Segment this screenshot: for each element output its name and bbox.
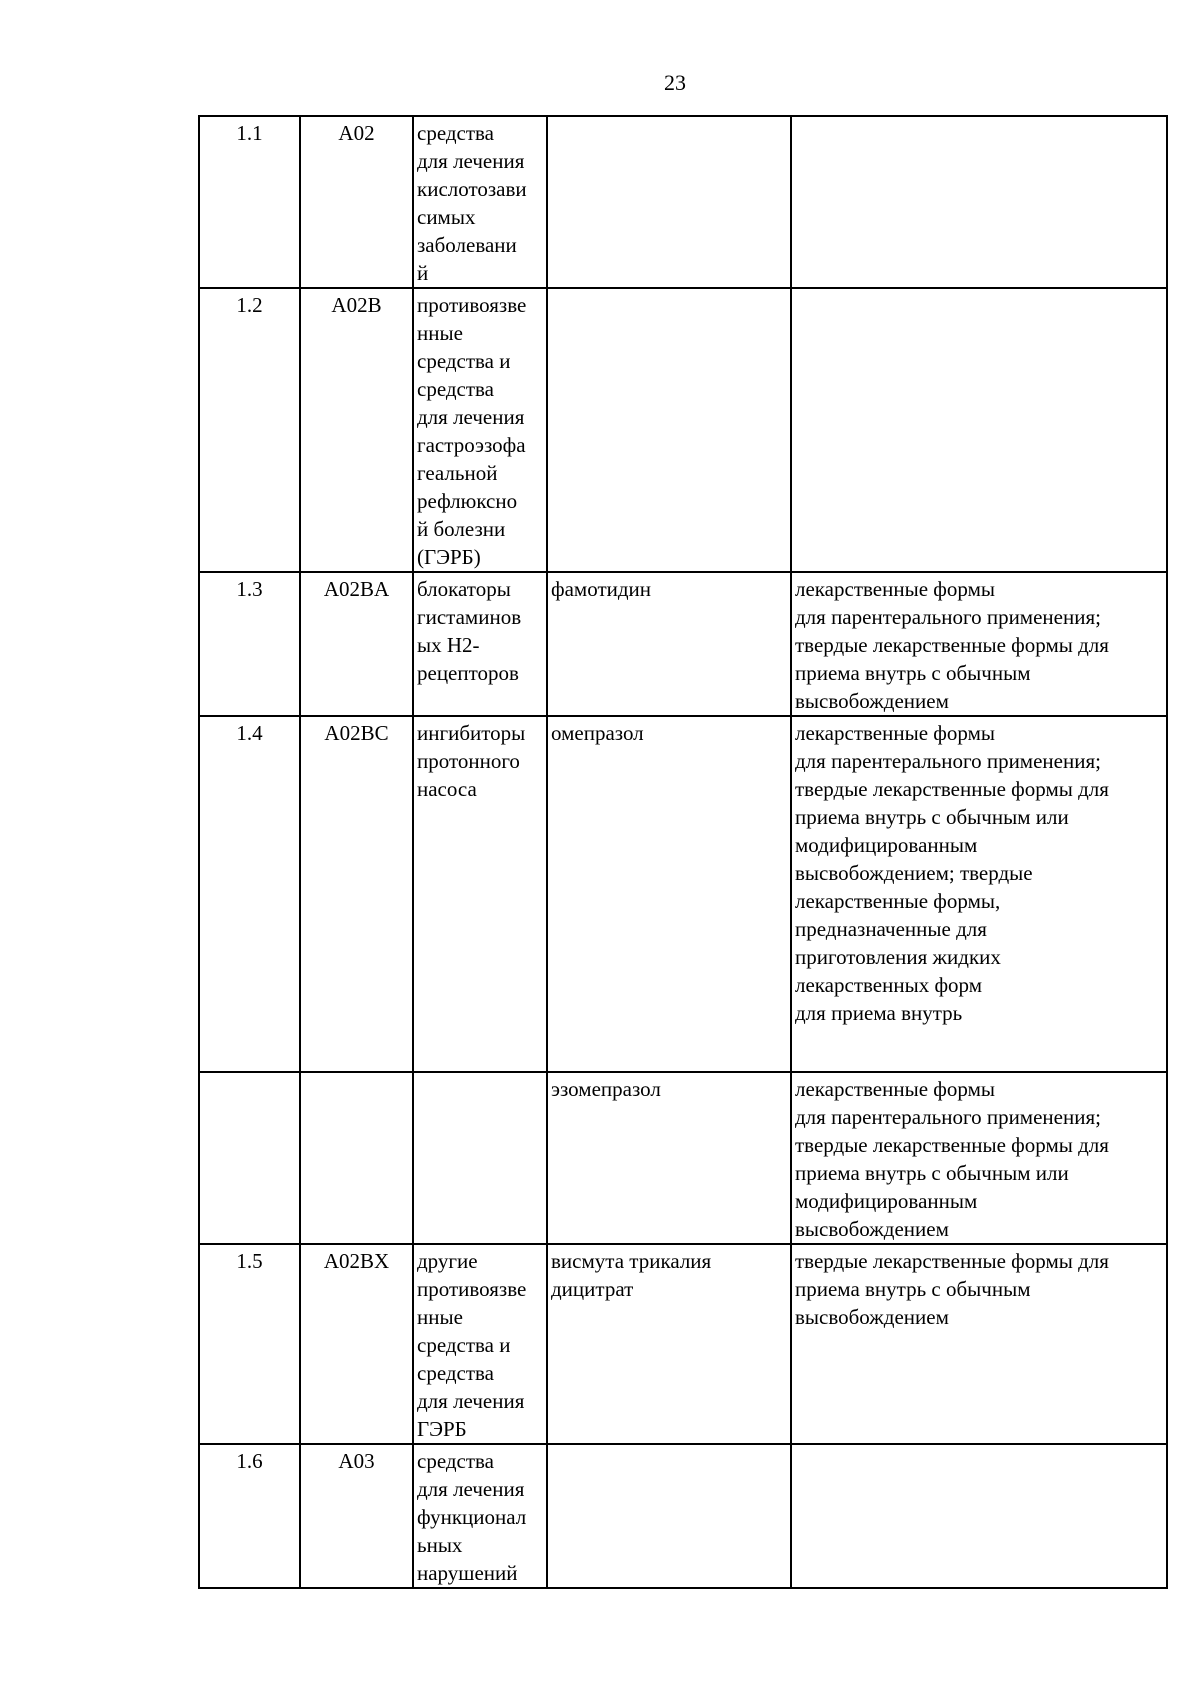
drug-name: омепразол xyxy=(547,716,791,1072)
atc-code: A02BA xyxy=(300,572,413,716)
row-number: 1.3 xyxy=(199,572,300,716)
group-name xyxy=(413,1072,547,1244)
table-row xyxy=(199,572,1167,716)
row-number: 1.6 xyxy=(199,1444,300,1588)
atc-code: A02BX xyxy=(300,1244,413,1444)
drug-name xyxy=(547,116,791,288)
table-row xyxy=(199,1244,1167,1444)
atc-code: A02BC xyxy=(300,716,413,1072)
dosage-forms xyxy=(791,116,1167,288)
dosage-forms xyxy=(791,1444,1167,1588)
dosage-forms: лекарственные формы для парентерального применения; твердые лекарственные формы для приема внутрь с обычным или модифицированным высвобождением xyxy=(791,1072,1167,1244)
table-row xyxy=(199,1444,1167,1588)
dosage-forms: лекарственные формы для парентерального применения; твердые лекарственные формы для приема внутрь с обычным высвобождением xyxy=(791,572,1167,716)
row-number xyxy=(199,1072,300,1244)
medicines-table xyxy=(198,115,1168,1589)
row-number: 1.4 xyxy=(199,716,300,1072)
table-row xyxy=(199,116,1167,288)
drug-name: фамотидин xyxy=(547,572,791,716)
row-number: 1.1 xyxy=(199,116,300,288)
drug-name xyxy=(547,288,791,572)
drug-name xyxy=(547,1444,791,1588)
table-row xyxy=(199,716,1167,1072)
row-number: 1.2 xyxy=(199,288,300,572)
group-name: противоязве нные средства и средства для лечения гастроэзофа геальной рефлюксно й болезни (ГЭРБ) xyxy=(413,288,547,572)
atc-code xyxy=(300,1072,413,1244)
group-name: средства для лечения функционал ьных нарушений xyxy=(413,1444,547,1588)
table-row xyxy=(199,288,1167,572)
atc-code: A03 xyxy=(300,1444,413,1588)
atc-code: A02 xyxy=(300,116,413,288)
dosage-forms: твердые лекарственные формы для приема внутрь с обычным высвобождением xyxy=(791,1244,1167,1444)
group-name: средства для лечения кислотозави симых заболевани й xyxy=(413,116,547,288)
row-number: 1.5 xyxy=(199,1244,300,1444)
dosage-forms xyxy=(791,288,1167,572)
group-name: другие противоязве нные средства и средства для лечения ГЭРБ xyxy=(413,1244,547,1444)
dosage-forms: лекарственные формы для парентерального применения; твердые лекарственные формы для приема внутрь с обычным или модифицированным высвобождением; твердые лекарственные формы, предназначенные для приготовления жидких лекарственных форм для приема внутрь xyxy=(791,716,1167,1072)
group-name: ингибиторы протонного насоса xyxy=(413,716,547,1072)
atc-code: A02B xyxy=(300,288,413,572)
table-row xyxy=(199,1072,1167,1244)
drug-name: эзомепразол xyxy=(547,1072,791,1244)
drug-name: висмута трикалия дицитрат xyxy=(547,1244,791,1444)
group-name: блокаторы гистаминов ых Н2- рецепторов xyxy=(413,572,547,716)
page-number: 23 xyxy=(664,70,686,95)
